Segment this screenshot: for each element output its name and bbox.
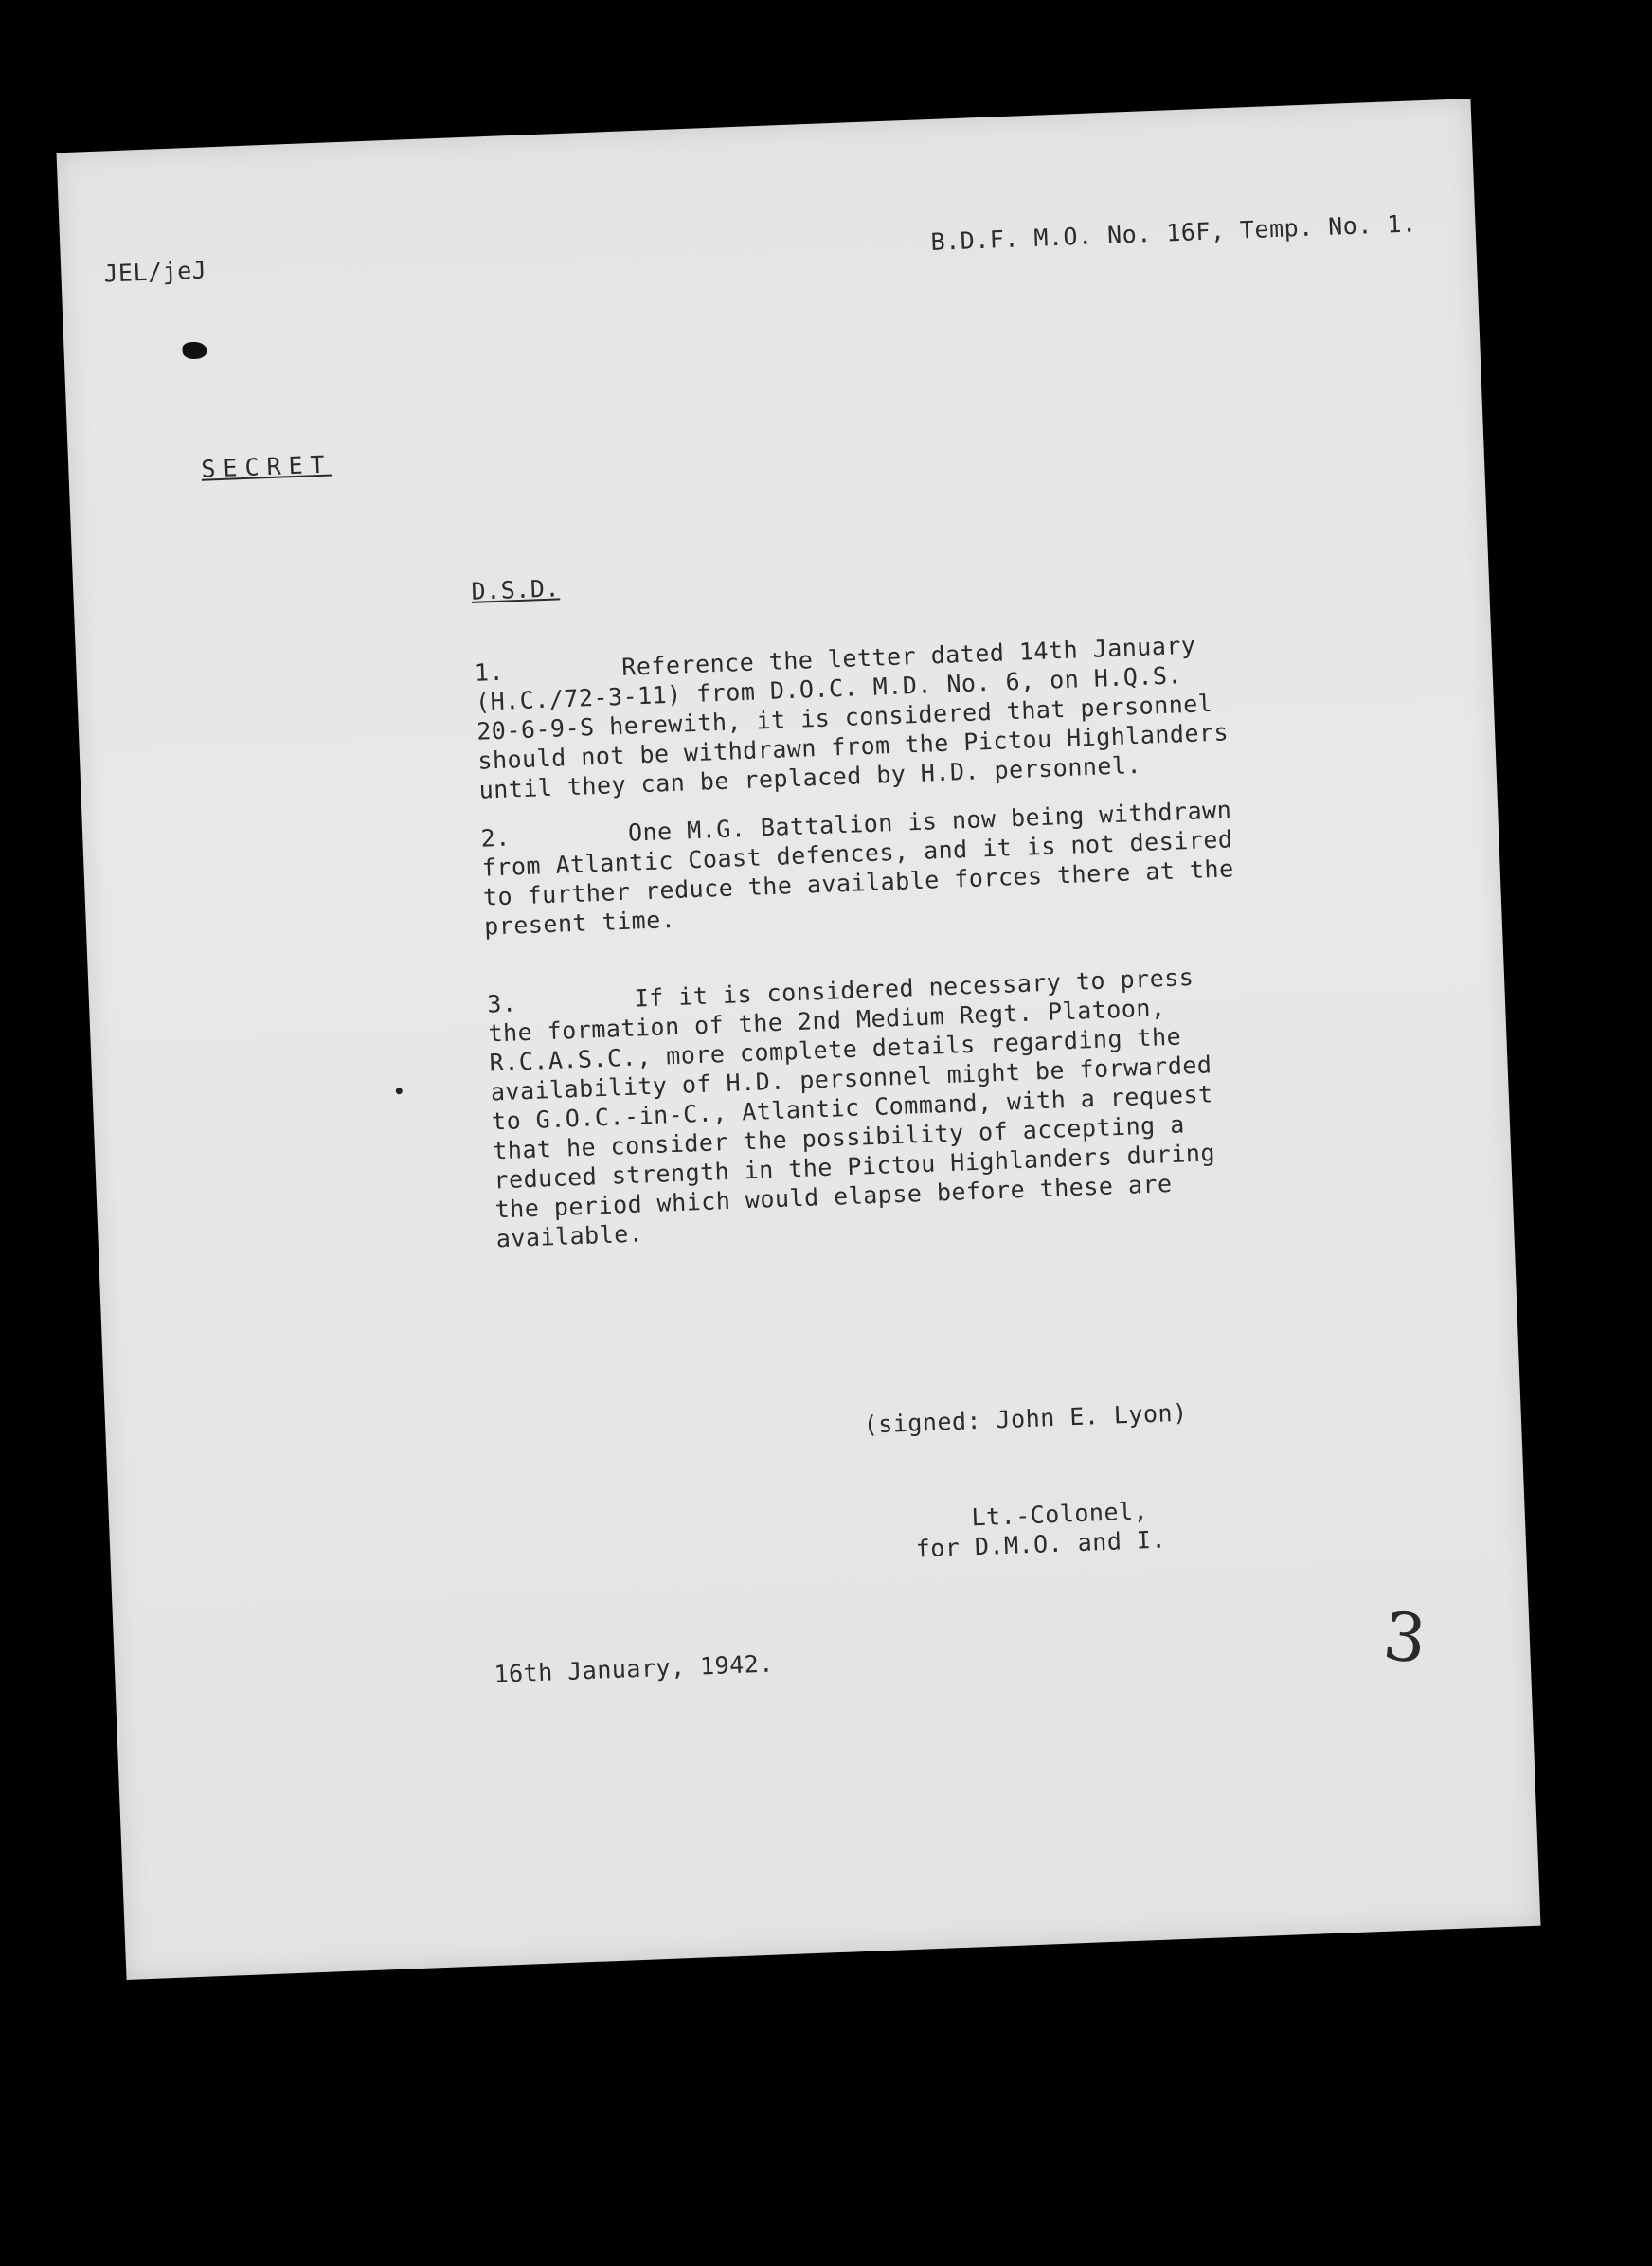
order-reference: B.D.F. M.O. No. 16F, Temp. No. 1. xyxy=(930,209,1417,257)
classification-heading: SECRET xyxy=(200,450,333,483)
addressee: D.S.D. xyxy=(471,574,561,605)
signatory-rank: Lt.-Colonel, xyxy=(970,1497,1149,1532)
stray-dot xyxy=(396,1088,403,1094)
document-date: 16th January, 1942. xyxy=(493,1649,775,1688)
paragraph-3: 3. If it is considered necessary to press the formation of the 2nd Medium Regt. Platoon, R.C.A.S.C., more complete details regarding the availability of H.D. personnel might be forwarded to G.O.C.-in-C., Atlantic Command, with a request that he consider the possibility of accepting a reduced strength in the Pictou Highlanders during the period which would elapse before these are available. xyxy=(486,962,1216,1253)
handwritten-folio-number: 3 xyxy=(1379,1596,1430,1679)
ink-blot xyxy=(182,341,207,359)
paragraph-1: 1. Reference the letter dated 14th January (H.C./72-3-11) from D.O.C. M.D. No. 6, on H.Q.S. 20-6-9-S herewith, it is considered that personnel should not be withdrawn from the Pictou Highlanders until they can be replaced by H.D. personnel. xyxy=(474,631,1230,804)
file-reference: JEL/jeJ xyxy=(102,256,207,288)
paper-sheet xyxy=(57,99,1541,1980)
paragraph-2: 2. One M.G. Battalion is now being withdrawn from Atlantic Coast defences, and it is not desired to further reduce the available forces there at the present time. xyxy=(480,796,1235,941)
signatory-for-line: for D.M.O. and I. xyxy=(915,1525,1167,1563)
signature-line: (signed: John E. Lyon) xyxy=(863,1398,1189,1439)
